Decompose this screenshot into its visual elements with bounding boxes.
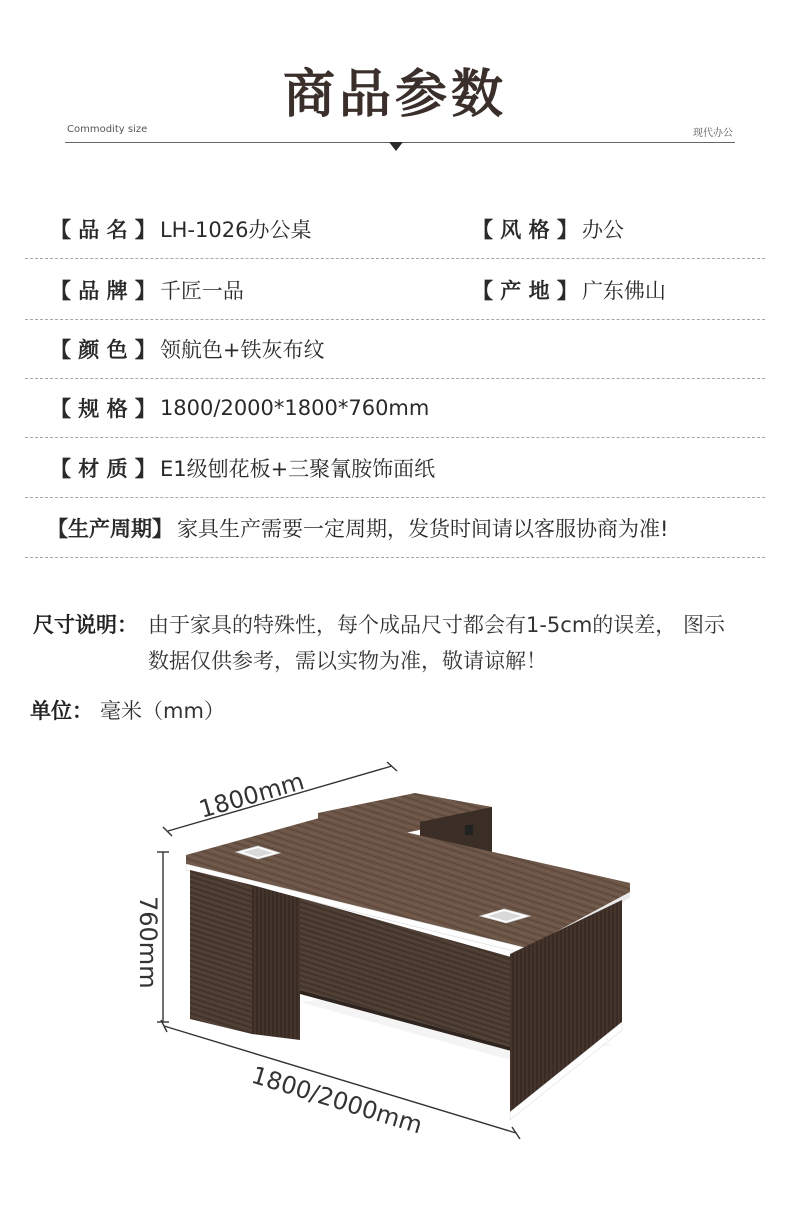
unit-value: 毫米（mm） <box>100 699 225 723</box>
param-value: 广东佛山 <box>581 279 666 303</box>
param-value: 1800/2000*1800*760mm <box>159 396 430 420</box>
size-note-line-2: 数据仅供参考，需以实物为准，敬请谅解！ <box>148 649 547 673</box>
desk-left-pedestal <box>190 870 300 1040</box>
param-label: 【生产周期】 <box>47 517 173 541</box>
param-row-material <box>25 439 765 498</box>
param-value: LH-1026办公桌 <box>159 218 312 242</box>
param-label: 【 品 名 】 <box>50 218 156 242</box>
param-value: 办公 <box>581 218 624 242</box>
param-label: 【 材 质 】 <box>50 457 156 481</box>
param-row-name <box>25 200 765 259</box>
param-label: 【 风 格 】 <box>472 218 578 242</box>
size-note-line-1: 由于家具的特殊性，每个成品尺寸都会有1-5cm的误差， 图示 <box>148 613 725 637</box>
param-label: 【 产 地 】 <box>472 279 578 303</box>
param-value: 领航色+铁灰布纹 <box>159 338 325 362</box>
unit-label: 单位： <box>30 699 93 723</box>
param-row-spec <box>25 379 765 438</box>
size-note-label: 尺寸说明： <box>33 613 138 637</box>
param-value: 家具生产需要一定周期，发货时间请以客服协商为准! <box>177 517 669 541</box>
param-label: 【 规 格 】 <box>50 397 156 421</box>
param-label: 【 颜 色 】 <box>50 338 156 362</box>
width-dimension-label: 1800/2000mm <box>248 1060 426 1140</box>
subtitle-chinese: 现代办公 <box>693 128 733 139</box>
param-value: 千匠一品 <box>159 279 244 303</box>
page-title: 商品参数 <box>282 65 507 125</box>
param-row-cycle <box>25 499 765 558</box>
subtitle-english: Commodity size <box>67 124 148 135</box>
param-label: 【 品 牌 】 <box>50 279 156 303</box>
height-dimension-label: 760mm <box>134 896 162 989</box>
desk-dimension-diagram <box>0 740 790 1226</box>
depth-dimension-label: 1800mm <box>195 767 308 824</box>
param-value: E1级刨花板+三聚氰胺饰面纸 <box>159 457 436 481</box>
title-arrow-marker <box>389 142 403 151</box>
param-row-color <box>25 320 765 379</box>
param-row-brand <box>25 261 765 320</box>
